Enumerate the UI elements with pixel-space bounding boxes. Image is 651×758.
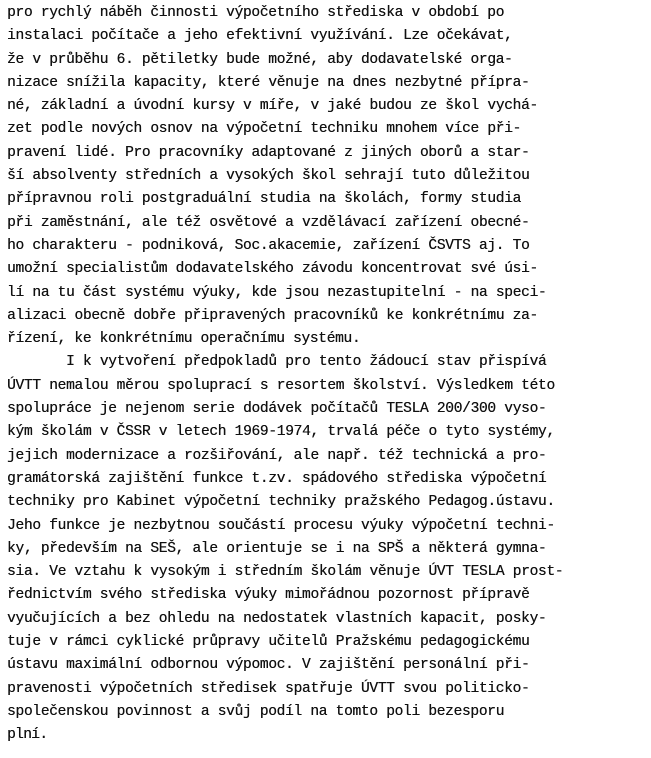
text-line: Jeho funkce je nezbytnou součástí procesu výuky výpočetní techni- [7,517,555,534]
text-line: že v průběhu 6. pětiletky bude možné, aby dodavatelské orga- [7,51,513,68]
text-line: lí na tu část systému výuky, kde jsou nezastupitelní - na speci- [7,284,547,301]
text-line: techniky pro Kabinet výpočetní techniky pražského Pedagog.ústavu. [7,494,555,511]
text-line: gramátorská zajištění funkce t.zv. spádového střediska výpočetní [7,470,547,487]
text-line: společenskou povinnost a svůj podíl na tomto poli bezesporu [7,703,505,720]
text-line: vyučujících a bez ohledu na nedostatek vlastních kapacit, posky- [7,610,547,627]
text-line: přípravnou roli postgraduální studia na školách, formy studia [7,191,521,208]
text-line: zet podle nových osnov na výpočetní techniku mnohem více při- [7,121,521,138]
text-line: řízení, ke konkrétnímu operačnímu systému. [7,331,361,348]
text-line: jejich modernizace a rozšiřování, ale např. též technická a pro- [7,447,547,464]
text-line: ší absolventy středních a vysokých škol sehrají tuto důležitou [7,168,530,185]
text-line: ho charakteru - podniková, Soc.akacemie, zařízení ČSVTS aj. To [7,237,530,254]
text-line: pro rychlý náběh činnosti výpočetního střediska v období po [7,5,505,21]
text-line: ÚVTT nemalou měrou spoluprací s resortem školství. Výsledkem této [7,377,555,394]
text-line: ky, především na SEŠ, ale orientuje se i na SPŠ a některá gymna- [7,540,547,557]
text-line: řednictvím svého střediska výuky mimořádnou pozornost přípravě [7,587,530,604]
text-line: při zaměstnání, ale též osvětové a vzdělávací zařízení obecné- [7,214,530,231]
text-line: I k vytvoření předpokladů pro tento žádoucí stav přispívá [7,354,547,371]
text-line: kým školám v ČSSR v letech 1969-1974, trvalá péče o tyto systémy, [7,424,555,441]
text-line: nizace snížila kapacity, které věnuje na dnes nezbytné přípra- [7,74,530,91]
text-line: spolupráce je nejenom serie dodávek počítačů TESLA 200/300 vyso- [7,401,547,418]
text-line: alizaci obecně dobře připravených pracovníků ke konkrétnímu za- [7,307,538,324]
text-line: umožní specialistům dodavatelského závodu koncentrovat své úsi- [7,261,538,278]
typewritten-text-block [7,2,647,748]
text-line: plní. [7,727,48,744]
text-line: instalaci počítače a jeho efektivní využívání. Lze očekávat, [7,28,513,45]
text-line: pravenosti výpočetních středisek spatřuje ÚVTT svou politicko- [7,680,530,697]
text-line: pravení lidé. Pro pracovníky adaptované z jiných oborů a star- [7,144,530,161]
text-line: ústavu maximální odbornou výpomoc. V zajištění personální při- [7,657,530,674]
text-line: tuje v rámci cyklické průpravy učitelů Pražskému pedagogickému [7,634,530,651]
text-line: sia. Ve vztahu k vysokým i středním školám věnuje ÚVT TESLA prost- [7,564,564,581]
text-line: né, základní a úvodní kursy v míře, v jaké budou ze škol vychá- [7,98,538,115]
